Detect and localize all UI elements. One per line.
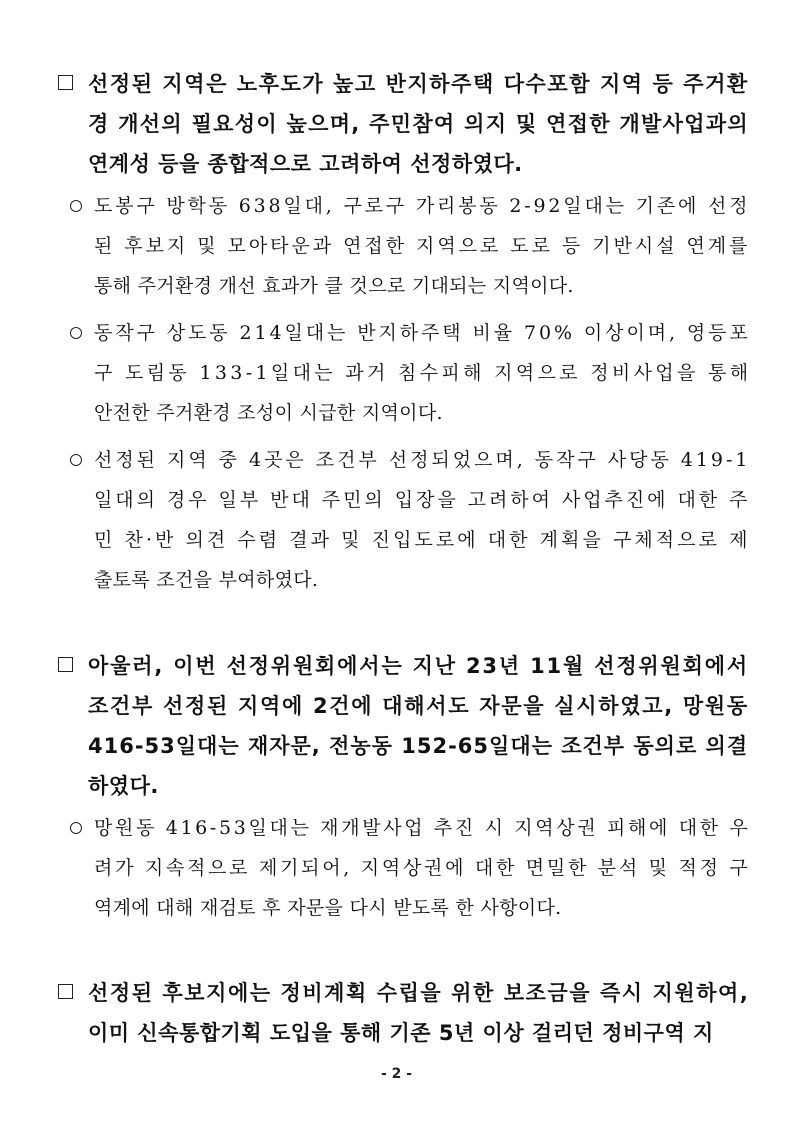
text-line: 출토록 조건을 부여하였다. (94, 569, 319, 591)
text-line: 선정된 후보지에는 정비계획 수립을 위한 보조금을 즉시 지원하여, (88, 981, 750, 1005)
text-line: 통해 주거환경 개선 효과가 클 것으로 기대되는 지역이다. (94, 275, 574, 297)
text-line: 선정된 지역은 노후도가 높고 반지하주택 다수포함 지역 등 주거환 (88, 72, 749, 96)
text-line: 민 찬·반 의견 수렴 결과 및 진입도로에 대한 계획을 구체적으로 제 (94, 529, 751, 551)
square-bullet-icon (58, 657, 73, 672)
page-number: - 2 - (380, 1066, 413, 1082)
section-square-3 (58, 973, 748, 1053)
section-circle-3 (58, 440, 751, 600)
text-line: 하였다. (88, 774, 159, 798)
text-line: 경 개선의 필요성이 높으며, 주민참여 의지 및 연접한 개발사업과의 (88, 112, 749, 136)
text-line: 일대의 경우 일부 반대 주민의 입장을 고려하여 사업추진에 대한 주 (94, 489, 751, 511)
text-line: 망원동 416-53일대는 재개발사업 추진 시 지역상권 피해에 대한 우 (94, 817, 751, 839)
text-line: 동작구 상도동 214일대는 반지하주택 비율 70% 이상이며, 영등포 (94, 322, 751, 344)
text-line: 려가 지속적으로 제기되어, 지역상권에 대한 면밀한 분석 및 적정 구 (94, 857, 751, 879)
text-line: 아울러, 이번 선정위원회에서는 지난 23년 11월 선정위원회에서 (88, 654, 749, 678)
circle-bullet-icon (70, 200, 82, 212)
circle-bullet-icon (70, 454, 82, 466)
section-circle-1 (58, 186, 751, 306)
text-line: 416-53일대는 재자문, 전농동 152-65일대는 조건부 동의로 의결 (88, 734, 749, 758)
text-line: 이미 신속통합기획 도입을 통해 기존 5년 이상 걸리던 정비구역 지 (88, 1021, 714, 1045)
section-square-2 (58, 646, 748, 806)
text-line: 역계에 대해 재검토 후 자문을 다시 받도록 한 사항이다. (94, 897, 562, 919)
text-line: 구 도림동 133-1일대는 과거 침수피해 지역으로 정비사업을 통해 (94, 362, 752, 384)
section-circle-2 (58, 313, 752, 433)
text-line: 연계성 등을 종합적으로 고려하여 선정하였다. (88, 152, 523, 176)
text-line: 선정된 지역 중 4곳은 조건부 선정되었으며, 동작구 사당동 419-1 (94, 449, 751, 471)
text-line: 도봉구 방학동 638일대, 구로구 가리봉동 2-92일대는 기존에 선정 (94, 195, 751, 217)
circle-bullet-icon (70, 822, 82, 834)
section-square-1 (58, 64, 748, 184)
square-bullet-icon (58, 75, 73, 90)
text-line: 안전한 주거환경 조성이 시급한 지역이다. (94, 402, 443, 424)
circle-bullet-icon (70, 327, 82, 339)
text-line: 조건부 선정된 지역에 2건에 대해서도 자문을 실시하였고, 망원동 (88, 694, 749, 718)
section-circle-4 (58, 808, 751, 928)
square-bullet-icon (58, 984, 73, 999)
text-line: 된 후보지 및 모아타운과 연접한 지역으로 도로 등 기반시설 연계를 (94, 235, 751, 257)
